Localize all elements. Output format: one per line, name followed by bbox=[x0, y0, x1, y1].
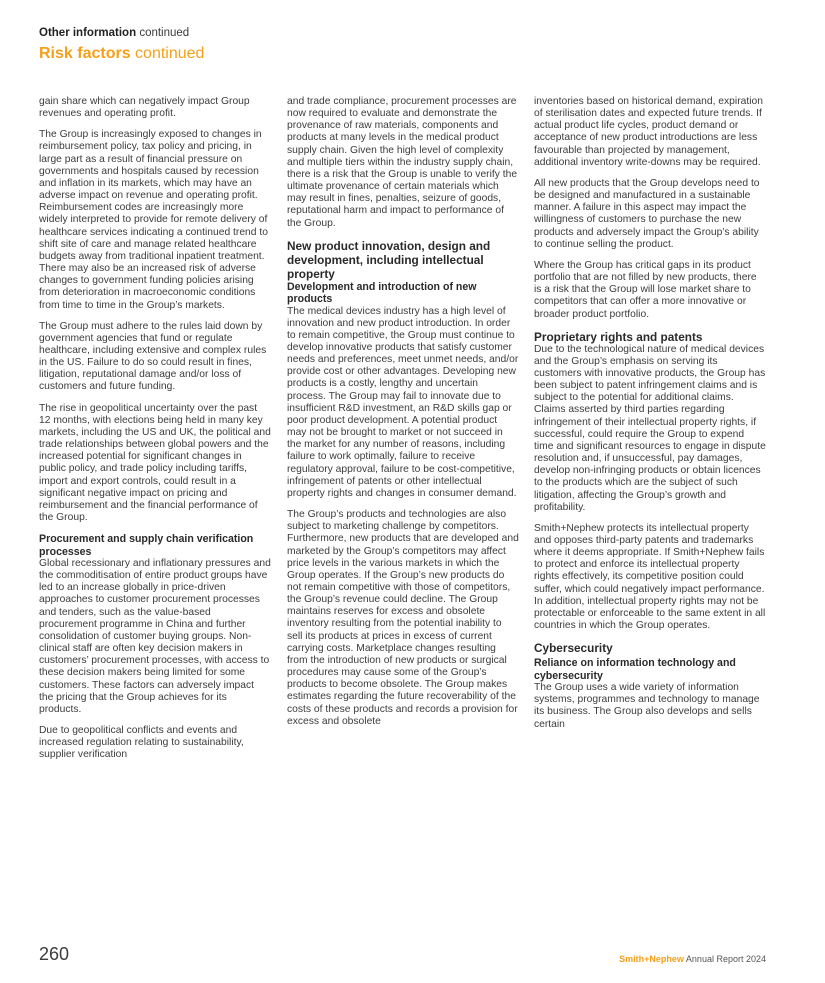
section-label bbox=[39, 26, 204, 40]
page-header bbox=[39, 26, 204, 65]
page-number: 260 bbox=[39, 944, 70, 964]
paragraph: and trade compliance, procurement processes are now required to evaluate and demonstrate the provenance of raw materials, components and products at many levels in the medical product supply chain. Given the high level of complexity and multiple tiers within the industry supply chain, there is a risk that the Group is unable to verify the ultimate provenance of certain materials which may result in fines, penalties, seizure of goods, reputational harm and impact to performance of the Group. bbox=[287, 96, 518, 229]
paragraph: Due to geopolitical conflicts and events and increased regulation relating to sustainability, supplier verification bbox=[39, 725, 244, 761]
column-2 bbox=[287, 96, 519, 737]
subheading-reliance: Reliance on information technology and cybersecurity bbox=[534, 657, 736, 682]
paragraph: The Group’s products and technologies are also subject to marketing challenge by competitors. Furthermore, new products that are developed and marketed by the Group’s competitors may affect price levels in the various markets in which the Group operates. If the Group’s new products do not remain competitive with those of competitors, the Group’s revenue could decline. The Group maintains reserves for excess and obsolete inventory resulting from the potential inability to sell its products at prices in excess of current carrying costs. Marketplace changes resulting from the introduction of new products or surgical procedures may cause some of the Group’s products to become obsolete. The Group makes estimates regarding the future recoverability of the costs of these products and records a provision for excess and obsolete bbox=[287, 509, 519, 727]
footer-report-label bbox=[619, 954, 766, 964]
page-title-bold: Risk factors bbox=[39, 45, 131, 62]
subheading-procurement: Procurement and supply chain verification processes bbox=[39, 533, 254, 558]
subheading-development: Development and introduction of new products bbox=[287, 280, 477, 306]
section-label-bold: Other information bbox=[39, 27, 137, 39]
report-name: Annual Report 2024 bbox=[683, 954, 766, 964]
paragraph: All new products that the Group develops need to be designed and manufactured in a sustainable manner. A failure in this aspect may impact the willingness of customers to purchase the new products and adversely impact the Group’s ability to continue selling the product. bbox=[534, 177, 760, 250]
paragraph: The medical devices industry has a high level of innovation and new product introduction. In order to remain competitive, the Group must continue to develop innovative products that satisfy customer needs and preferences, meet unmet needs, and/or provide cost or other advantages. Developing new products is a costly, lengthy and uncertain process. The Group may fail to innovate due to insufficient R&D investment, an R&D skills gap or poor product development. A potential product may not be brought to market or not succeed in the market for any number of reasons, including failure to work optimally, failure to receive regulatory approval, failure to be cost-competitive, infringement of patents or other intellectual property rights and changes in consumer demand. bbox=[287, 305, 519, 499]
page-title bbox=[39, 43, 204, 65]
heading-cybersecurity: Cybersecurity bbox=[534, 641, 613, 656]
paragraph: The Group uses a wide variety of information systems, programmes and technology to manage its business. The Group also develops and sells certain bbox=[534, 682, 760, 730]
column-1 bbox=[39, 96, 271, 770]
heading-new-product-innovation: New product innovation, design and development, including intellectual property bbox=[287, 238, 491, 281]
heading-proprietary-rights: Proprietary rights and patents bbox=[534, 329, 703, 344]
paragraph: inventories based on historical demand, expiration of sterilisation dates and expected future trends. If actual product life cycles, product demand or acceptance of new product introductions are less favourable than projected by management, additional inventory write-downs may be required. bbox=[534, 96, 763, 168]
paragraph: Global recessionary and inflationary pressures and the commoditisation of entire product groups have led to an increase globally in price-driven approaches to customer procurement processes and tenders, such as the value-based procurement programme in China and further consolidation of customer buying groups. Non-clinical staff are often key decision makers in customers’ procurement processes, with access to these decision makers being limited for some customers. These factors can adversely impact the pricing that the Group achieves for its products. bbox=[39, 557, 271, 715]
paragraph: The Group must adhere to the rules laid down by government agencies that fund or regulate healthcare, including extensive and complex rules in the US. Failure to do so could result in fines, litigation, reputational damage and/or loss of customers and future funding. bbox=[39, 320, 267, 393]
brand-name: Smith+Nephew bbox=[619, 954, 684, 964]
page-title-continued: continued bbox=[130, 45, 205, 62]
paragraph: Smith+Nephew protects its intellectual property and opposes third-party patents and trademarks where it deems appropriate. If Smith+Nephew fails to protect and enforce its intellectual property rights effectively, its competitive position could suffer, which could negatively impact performance. In addition, intellectual property rights may not be protectable or enforceable to the same extent in all countries in which the Group operates. bbox=[534, 522, 766, 632]
paragraph: Due to the technological nature of medical devices and the Group’s emphasis on serving its customers with innovative products, the Group has been subject to patent infringement claims and is subject to the potential for additional claims. Claims asserted by third parties regarding infringement of their intellectual property rights, if successful, could require the Group to expend time and significant resources to engage in dispute resolution and, if unsuccessful, pay damages, develop non-infringing products or obtain licences to the products which are the subject of such litigation, affecting the Group’s growth and profitability. bbox=[534, 343, 766, 513]
paragraph: gain share which can negatively impact Group revenues and operating profit. bbox=[39, 96, 250, 120]
column-3 bbox=[534, 96, 766, 740]
paragraph: The rise in geopolitical uncertainty over the past 12 months, with elections being held in many key markets, including the US and UK, the political and trade relationships between global powers and the increased potential for significant changes in public policy, and trade policy including tariffs, import and export controls, could result in a significant negative impact on pricing and reimbursement and the financial performance of the Group. bbox=[39, 402, 271, 523]
paragraph: Where the Group has critical gaps in its product portfolio that are not filled by new products, there is a risk that the Group will lose market share to competitors that can offer a more innovative or broader product portfolio. bbox=[534, 259, 757, 320]
section-label-continued: continued bbox=[136, 27, 190, 39]
paragraph: The Group is increasingly exposed to changes in reimbursement policy, tax policy and pricing, in large part as a result of financial pressure on governments and hospitals caused by recession and inflation in its markets, which may have an adverse impact on revenue and operating profit. Reimbursement codes are increasingly more widely interpreted to provide for remote delivery of healthcare services indicating a continued trend to shift site of care and manage related healthcare budgets away from traditional inpatient treatment. There may also be an increased risk of adverse changes to government funding policies arising from deterioration in macroeconomic conditions from time to time in the Group’s markets. bbox=[39, 129, 268, 311]
